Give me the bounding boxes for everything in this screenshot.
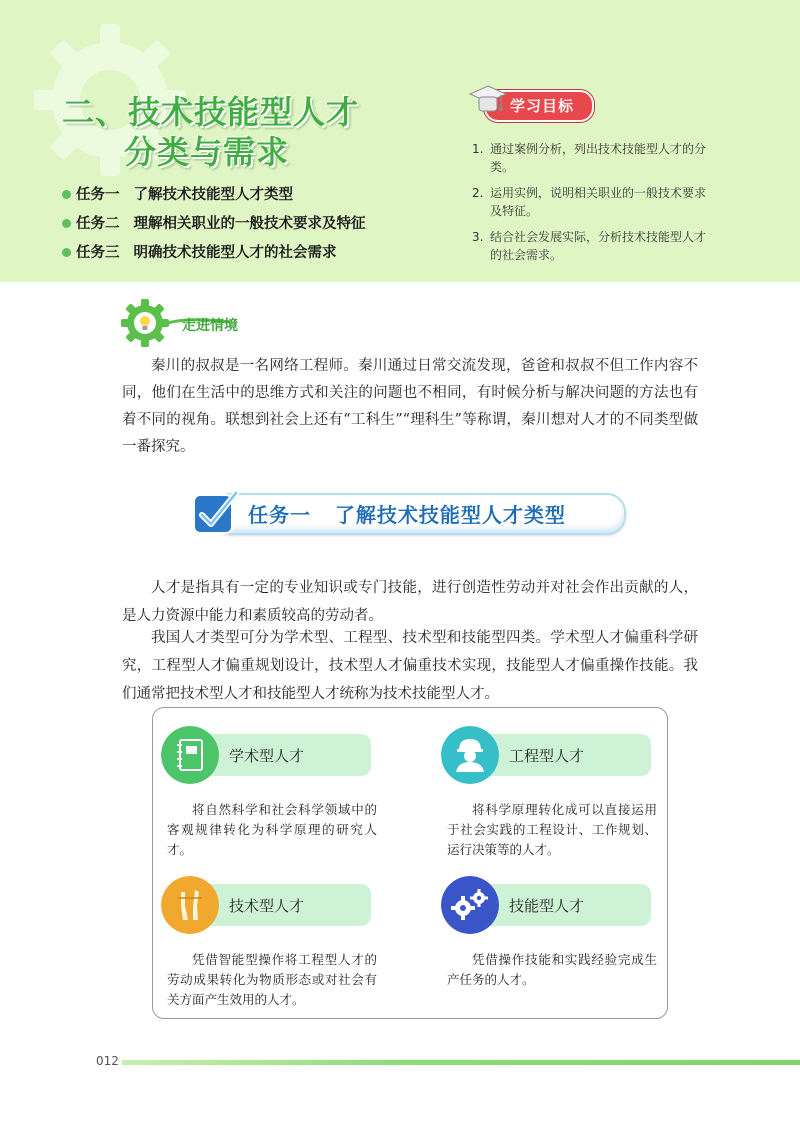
- goal-number: 3.: [472, 230, 484, 244]
- footer-rule: [122, 1060, 800, 1065]
- chapter-title-line1: 二、技术技能型人才: [62, 93, 360, 131]
- body-paragraph: 我国人才类型可分为学术型、工程型、技术型和技能型四类。学术型人才偏重科学研究，工程型人才偏重规划设计，技术型人才偏重技术实现，技能型人才偏重操作技能。我们通常把技术型人才和技能型人才统称为技术技能型人才。: [122, 630, 698, 702]
- goal-text: 结合社会发展实际，分析技术技能型人才的社会需求。: [490, 230, 707, 262]
- goal-number: 2.: [472, 186, 484, 200]
- task-number: 任务一: [76, 186, 120, 203]
- talent-type-name: 学术型人才: [229, 747, 305, 765]
- learning-goals-list: [472, 140, 710, 272]
- goal-item: [472, 184, 710, 220]
- chapter-title: [62, 92, 359, 172]
- scene-label: 走进情境: [182, 318, 238, 334]
- task-list-item: [62, 209, 366, 238]
- talent-type-description: 将自然科学和社会科学领域中的客观规律转化为科学原理的研究人才。: [167, 802, 377, 857]
- goal-text: 通过案例分析，列出技术技能型人才的分类。: [490, 142, 707, 174]
- goal-item: [472, 140, 710, 176]
- tools-icon: [161, 876, 219, 934]
- scene-paragraph: 秦川的叔叔是一名网络工程师。秦川通过日常交流发现，爸爸和叔叔不但工作内容不同，他们在生活中的思维方式和关注的问题也不相同，有时候分析与解决问题的方法也有着不同的视角。联想到社会上还有“工科生”“理科生”等称谓，秦川想对人才的不同类型做一番探究。: [122, 358, 698, 455]
- talent-type-name: 工程型人才: [509, 747, 585, 765]
- checkmark-icon: [190, 487, 242, 539]
- task-title: 理解相关职业的一般技术要求及特征: [133, 215, 366, 232]
- learning-goals-label: 学习目标: [510, 97, 575, 115]
- talent-type-name: 技能型人才: [509, 897, 585, 915]
- bullet-dot-icon: [62, 190, 71, 199]
- task-title: 了解技术技能型人才类型: [133, 186, 293, 203]
- task-title: 明确技术技能型人才的社会需求: [133, 244, 337, 261]
- task-number: 任务三: [76, 244, 120, 261]
- talent-type-description: 凭借操作技能和实践经验完成生产任务的人才。: [447, 952, 657, 987]
- task1-banner: [190, 487, 626, 539]
- talent-type-name: 技术型人才: [229, 897, 305, 915]
- goal-number: 1.: [472, 142, 484, 156]
- task-list-item: [62, 180, 366, 209]
- learning-goals-badge: [468, 82, 592, 122]
- task-list: [62, 180, 366, 267]
- graduation-cap-icon: [468, 82, 508, 122]
- talent-type-description: 将科学原理转化成可以直接运用于社会实践的工程设计、工作规划、运行决策等的人才。: [447, 802, 657, 857]
- gears-icon: [441, 876, 499, 934]
- bullet-dot-icon: [62, 219, 71, 228]
- talent-types-box: [152, 707, 668, 1019]
- gear-lightbulb-icon: [121, 299, 169, 347]
- task-number: 任务二: [76, 215, 120, 232]
- bullet-dot-icon: [62, 248, 71, 257]
- body-paragraph: 人才是指具有一定的专业知识或专门技能，进行创造性劳动并对社会作出贡献的人，是人力资源中能力和素质较高的劳动者。: [122, 580, 698, 624]
- goal-text: 运用实例，说明相关职业的一般技术要求及特征。: [490, 186, 707, 218]
- chapter-title-line2: 分类与需求: [124, 133, 290, 171]
- page-number: 012: [96, 1054, 119, 1068]
- scene-badge: [120, 298, 290, 348]
- chapter-header: [0, 0, 800, 282]
- engineer-icon: [441, 726, 499, 784]
- talent-type-description: 凭借智能型操作将工程型人才的劳动成果转化为物质形态或对社会有关方面产生效用的人才。: [167, 952, 377, 1007]
- task1-banner-label: 任务一 了解技术技能型人才类型: [248, 503, 566, 527]
- task-list-item: [62, 238, 366, 267]
- notebook-icon: [161, 726, 219, 784]
- goal-item: [472, 228, 710, 264]
